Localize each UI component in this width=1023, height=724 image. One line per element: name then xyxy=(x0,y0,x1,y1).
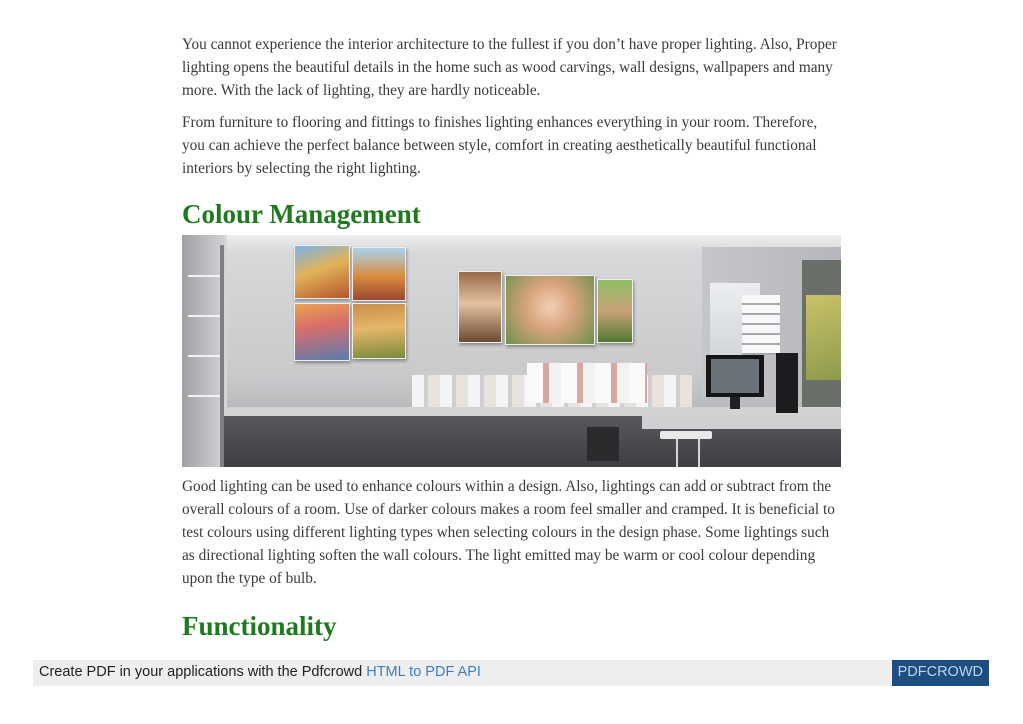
canvas-print-family xyxy=(505,275,595,345)
paragraph-lighting-architecture: You cannot experience the interior architecture to the fullest if you don’t have proper lighting. Also, Proper lighting opens the beautiful details in the home such as wood carvings, wall designs, wallpapers and many more. With the lack of lighting, they are hardly noticeable. xyxy=(182,36,837,99)
canvas-print-landscape xyxy=(352,303,406,359)
heading-functionality: Functionality xyxy=(182,611,337,641)
panel-samples xyxy=(742,295,780,355)
canvas-print-balloons xyxy=(294,303,350,361)
article-content xyxy=(182,33,842,642)
rack-shelf xyxy=(188,275,222,277)
sample-rack xyxy=(182,235,227,467)
paragraph-colour-management: Good lighting can be used to enhance colours within a design. Also, lightings can add or subtract from the overall colours of a room. Use of darker colours makes a room feel smaller and cramped. It is beneficial to test colours using different lighting types when selecting colours in the design phase. Some lightings such as directional lighting soften the wall colours. The light emitted may be warm or cool colour depending upon the type of bulb. xyxy=(182,478,835,587)
canvas-print-outdoor xyxy=(597,279,633,343)
stool-legs xyxy=(676,439,700,467)
rack-shelf xyxy=(188,355,222,357)
desk-surface xyxy=(642,415,841,429)
monitor-screen xyxy=(711,359,759,393)
canvas-print-canal xyxy=(352,247,406,301)
html-to-pdf-api-link[interactable]: HTML to PDF API xyxy=(366,664,481,680)
printer-box xyxy=(587,427,619,461)
doorway-family-print xyxy=(806,295,841,380)
pdfcrowd-button[interactable]: PDFCROWD xyxy=(892,660,989,686)
footer-label: Create PDF in your applications with the Pdfcrowd xyxy=(39,664,363,680)
showroom-photo xyxy=(182,235,841,467)
pdfcrowd-footer xyxy=(33,660,989,686)
stool-seat xyxy=(660,431,712,439)
paragraph-lighting-enhances: From furniture to flooring and fittings to finishes lighting enhances everything in your room. Therefore, you can achieve the perfect balance between style, comfort in creating aesthetically beautiful functional interiors by selecting the right lighting. xyxy=(182,114,818,177)
computer-tower xyxy=(776,353,798,413)
canvas-print-portrait xyxy=(458,271,502,343)
footer-text xyxy=(39,660,481,684)
heading-colour-management: Colour Management xyxy=(182,199,421,229)
monitor-stand xyxy=(730,397,740,409)
rack-shelf xyxy=(188,395,222,397)
canvas-print-cathedral xyxy=(294,245,350,299)
card-display xyxy=(527,363,647,403)
rack-shelf xyxy=(188,315,222,317)
